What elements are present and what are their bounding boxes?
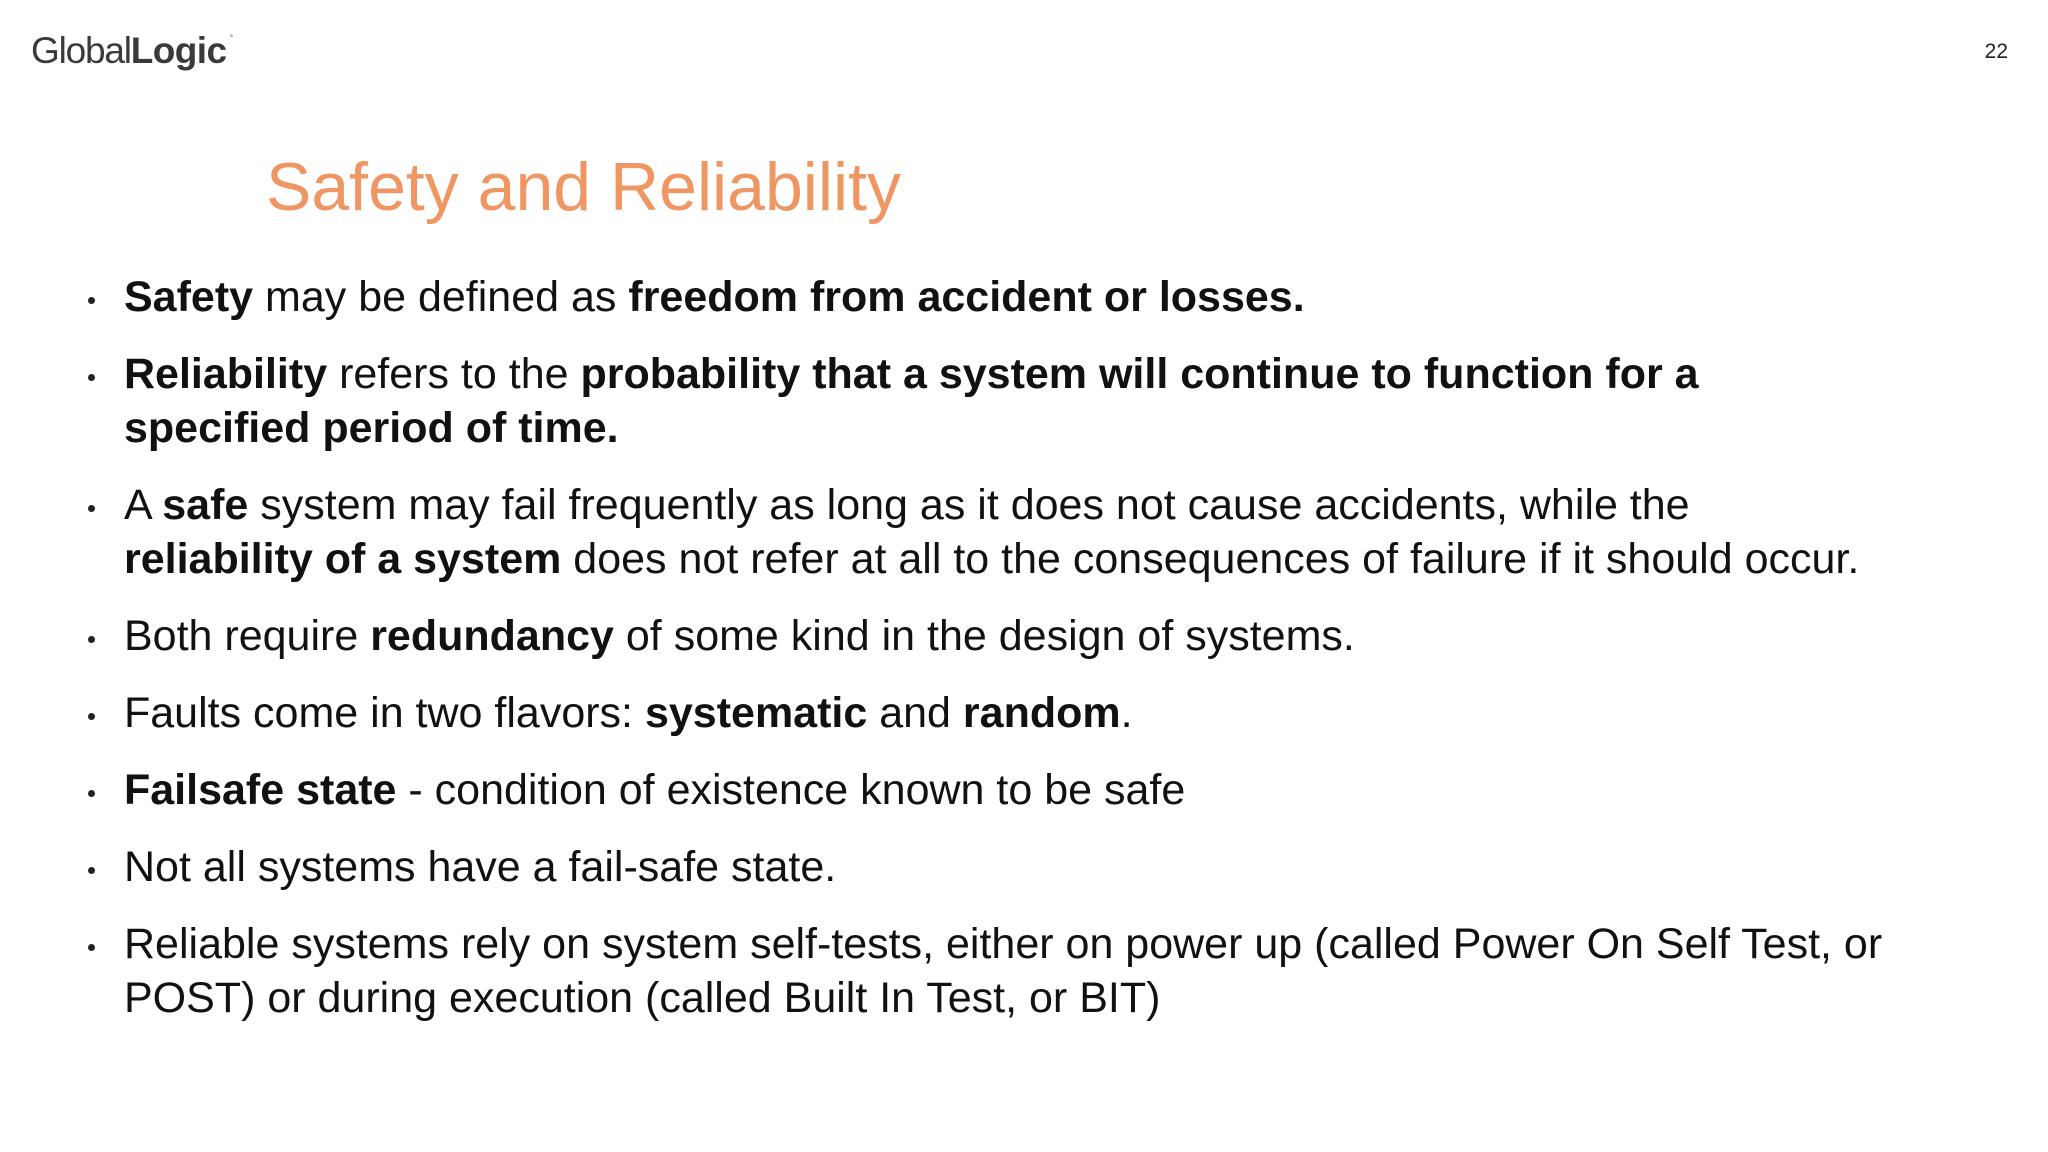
bullet-text: may be defined as <box>253 273 629 321</box>
bullet-failsafe-state <box>124 763 1884 817</box>
bullet-self-tests <box>124 917 1884 1025</box>
bullet-text: . <box>1120 689 1133 737</box>
bullet-text: Reliable systems rely on system self-tests, either on power up (called Power On Self Test, or POST) or during execution (called Built In Test, or BIT) <box>124 920 1883 1022</box>
bullet-safety-definition <box>124 270 1884 324</box>
bullet-bold: random <box>962 689 1121 737</box>
bullet-bold: Failsafe state <box>124 766 397 814</box>
bullet-bold: systematic <box>644 689 868 737</box>
bullet-list <box>124 270 1884 1048</box>
bullet-reliability-definition <box>124 347 1884 455</box>
bullet-bold: redundancy <box>370 612 614 660</box>
bullet-text: A <box>124 481 163 529</box>
bullet-text: Not all systems have a fail-safe state. <box>124 843 837 891</box>
bullet-text: Faults come in two flavors: <box>124 689 645 737</box>
bullet-not-all-failsafe <box>124 840 1884 894</box>
logo-text-light: Global <box>31 30 131 71</box>
bullet-text: does not refer at all to the consequences of failure if it should occur. <box>561 535 1860 583</box>
logo-trademark: ° <box>229 33 232 43</box>
bullet-text: - condition of existence known to be safe <box>396 766 1186 814</box>
bullet-text: refers to the <box>327 350 581 398</box>
bullet-redundancy <box>124 609 1884 663</box>
globallogic-logo <box>31 30 232 80</box>
bullet-text: of some kind in the design of systems. <box>613 612 1355 660</box>
bullet-faults <box>124 686 1884 740</box>
page-number: 22 <box>1984 40 2008 63</box>
bullet-text: Both require <box>124 612 371 660</box>
bullet-bold: freedom from accident or losses. <box>628 273 1305 321</box>
bullet-safe-vs-reliable <box>124 478 1884 586</box>
bullet-bold: reliability of a system <box>124 535 562 583</box>
bullet-bold: Safety <box>124 273 254 321</box>
logo-text-bold: Logic <box>130 30 227 71</box>
bullet-bold: safe <box>162 481 249 529</box>
bullet-bold: Reliability <box>124 350 328 398</box>
bullet-text: system may fail frequently as long as it does not cause accidents, while the <box>248 481 1690 529</box>
slide-title: Safety and Reliability <box>266 149 902 225</box>
bullet-text: and <box>867 689 963 737</box>
bullet-bold: probability that a system will continue to function for a specified period of time. <box>124 350 1699 452</box>
